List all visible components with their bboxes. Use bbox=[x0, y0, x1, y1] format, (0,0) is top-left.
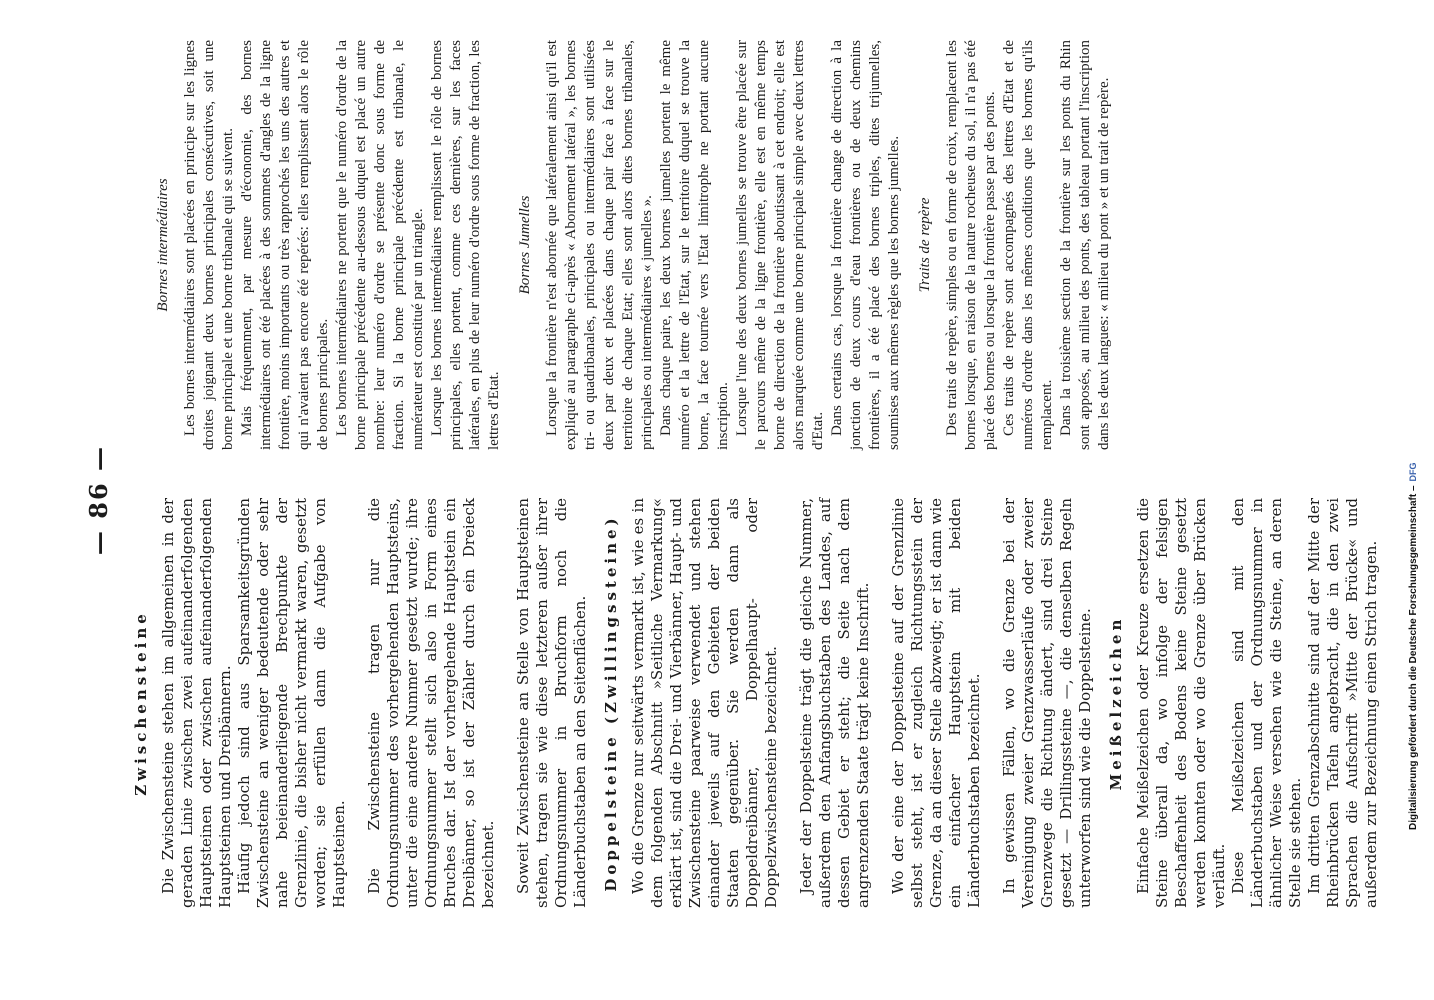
paragraph: Im dritten Grenzabschnitte sind auf der Mitte der Rheinbrücken Tafeln angebracht, die in den zwei Sprachen die Aufschrift »Mitte der Brücke« und außerdem zur Bezeichnung einen Strich tragen. bbox=[1305, 498, 1380, 908]
paragraph: Wo der eine der Doppelsteine auf der Grenzlinie selbst steht, ist er zugleich Richtungsstein der Grenze, da an dieser Stelle abzweigt; er ist dann wie ein einfacher Hauptstein mit beiden Länderbuchstaben bezeichnet. bbox=[889, 498, 983, 908]
paragraph: Die Zwischensteine tragen nur die Ordnungsnummer des vorhergehenden Hauptsteins, unter die eine andere Nummer gesetzt wurde; ihre Ordnungsnummer stellt sich also in Form eines Bruches dar. Ist der vorhergehende Hauptstein ein Dreibänner, so ist der Zähler durch ein Dreieck bezeichnet. bbox=[365, 498, 497, 908]
paragraph: Dans certains cas, lorsque la frontière change de direction à la jonction de deux cours d'eau frontières ou de deux chemins frontières, il a été placé des bornes triples, dites trijumelles, soumises aux mêmes règles que les bornes jumelles. bbox=[829, 40, 902, 450]
section-zwischensteine bbox=[132, 498, 590, 908]
paragraph: Jeder der Doppelsteine trägt die gleiche Nummer, außerdem den Anfangsbuchstaben des Landes, auf dessen Gebiet er steht; die Seite nach dem angrenzenden Staate trägt keine Inschrift. bbox=[797, 498, 872, 908]
section-heading: Doppelsteine (Zwillingssteine) bbox=[602, 514, 620, 892]
paragraph: Die Zwischensteine stehen im allgemeinen in der geraden Linie zwischen zwei aufeinanderfolgenden Hauptsteinen oder zwischen aufeinanderfolgenden Hauptsteinen und Dreibännern. bbox=[159, 498, 234, 908]
paragraph: Les bornes intermédiaires sont placées en principe sur les lignes droites joignant deux bornes principales consécutives, soit une borne principale et une borne tribanale qui se suivent. bbox=[182, 40, 236, 450]
paragraph: Lorsque l'une des deux bornes jumelles se trouve être placée sur le parcours même de la ligne frontière, elle est en même temps borne de direction de la frontière aboutissant à cet endroit; elle est alors marquée comme une borne principale simple avec deux lettres d'Etat. bbox=[734, 40, 826, 450]
paragraph: Diese Meißelzeichen sind mit den Länderbuchstaben und der Ordnungsnummer in ähnlicher Weise versehen wie die Steine, an deren Stelle sie stehen. bbox=[1229, 498, 1304, 908]
section-heading: Bornes Jumelles bbox=[517, 195, 533, 295]
paragraph: In gewissen Fällen, wo die Grenze bei der Vereinigung zweier Grenzwasserläufe oder zweier Grenzwege die Richtung ändert, sind drei Steine gesetzt — Drillingssteine —, die denselben Regeln unterworfen sind wie die Doppelsteine. bbox=[1000, 498, 1094, 908]
section-traits-de-repere bbox=[916, 40, 1114, 450]
section-doppelsteine bbox=[602, 498, 1095, 908]
paragraph: Häufig jedoch sind aus Sparsamkeitsgründen Zwischensteine an weniger bedeutende oder sehr nahe beieinanderliegende Brechpunkte der Grenzlinie, die bisher nicht vermarkt waren, gesetzt worden; sie erfüllen dann die Aufgabe von Hauptsteinen. bbox=[235, 498, 348, 908]
digitization-text: Digitalisierung gefördert durch die Deutsche Forschungsgemeinschaft – bbox=[1408, 485, 1419, 830]
paragraph: Ces traits de repère sont accompagnés des lettres d'Etat et de numéros d'ordre dans les mêmes conditions que les bornes qu'ils remplacent. bbox=[1001, 40, 1055, 450]
section-heading: Bornes intermédiaires bbox=[155, 178, 171, 312]
paragraph: Dans chaque paire, les deux bornes jumelles portent le même numéro et la lettre de l'Etat, sur le territoire duquel se trouve la borne, la face tournée vers l'Etat limitrophe ne portant aucune inscription. bbox=[658, 40, 731, 450]
section-heading: Zwischensteine bbox=[132, 610, 150, 796]
paragraph: Soweit Zwischensteine an Stelle von Hauptsteinen stehen, tragen sie wie diese letzteren außer ihrer Ordnungsnummer in Bruchform noch die Länderbuchstaben an den Seitenflächen. bbox=[514, 498, 589, 908]
section-bornes-intermediaires bbox=[154, 40, 504, 450]
paragraph: Dans la troisième section de la frontière sur les ponts du Rhin sont apposés, au milieu des ponts, des tableau portant l'inscription dans les deux langues: « milieu du pont » et un trait de repère. bbox=[1058, 40, 1112, 450]
paragraph: Wo die Grenze nur seitwärts vermarkt ist, wie es in dem folgenden Abschnitt »Seitliche Vermarkung« erklärt ist, sind die Drei- und Vierbänner, Haupt- und Zwischensteine paarweise verwendet und stehen einander jeweils auf den Gebieten der beiden Staaten gegenüber. Sie werden dann als Doppeldreibänner, Doppelhaupt- oder Doppelzwischensteine bezeichnet. bbox=[629, 498, 780, 908]
paragraph: Mais fréquemment, par mesure d'économie, des bornes intermédiaires ont été placées à des sommets d'angles de la ligne frontière, moins importants ou très rapprochés les uns des autres et qui n'avaient pas encore été repérés: elles remplissent alors le rôle de bornes principales. bbox=[239, 40, 331, 450]
paragraph: Les bornes intermédiaires ne portent que le numéro d'ordre de la borne principale précédente au-dessous duquel est placé un autre nombre: leur numéro d'ordre se présente donc sous forme de fraction. Si la borne principale précédente est tribanale, le numérateur est constitué par un triangle. bbox=[334, 40, 426, 450]
digitization-credit bbox=[1408, 462, 1419, 830]
german-column bbox=[120, 498, 1381, 908]
paragraph: Lorsque les bornes intermédiaires remplissent le rôle de bornes principales, elles portent, comme ces dernières, sur les faces latérales, en plus de leur numéro d'ordre sous forme de fraction, les lettres d'Etat. bbox=[429, 40, 502, 450]
page-number: — 86 — bbox=[84, 444, 113, 556]
dfg-logo: DFG bbox=[1408, 462, 1418, 482]
paragraph: Lorsque la frontière n'est abornée que latéralement ainsi qu'il est expliqué au paragraphe ci-après « Abornement latéral », les bornes tri- ou quadribanales, principales ou intermédiaires sont utilisées deux par deux et placées dans chaque pair face à face sur le territoire de chaque Etat; elles sont alors dites bornes tribanales, principales ou intermédiaires « jumelles ». bbox=[544, 40, 655, 450]
paragraph: Einfache Meißelzeichen oder Kreuze ersetzen die Steine überall da, wo infolge der felsigen Beschaffenheit des Bodens keine Steine gesetzt werden konnten oder wo die Grenze über Brücken verläuft. bbox=[1134, 498, 1228, 908]
french-column bbox=[142, 40, 1114, 450]
paragraph: Des traits de repère, simples ou en forme de croix, remplacent les bornes lorsque, en raison de la nature rocheuse du sol, il n'a pas été placé des bornes ou lorsque la frontière passe par des ponts. bbox=[944, 40, 998, 450]
section-bornes-jumelles bbox=[516, 40, 904, 450]
section-heading: Meißelzeichen bbox=[1107, 615, 1125, 791]
section-heading: Traits de repère bbox=[917, 197, 933, 293]
section-meisselzeichen bbox=[1107, 498, 1381, 908]
